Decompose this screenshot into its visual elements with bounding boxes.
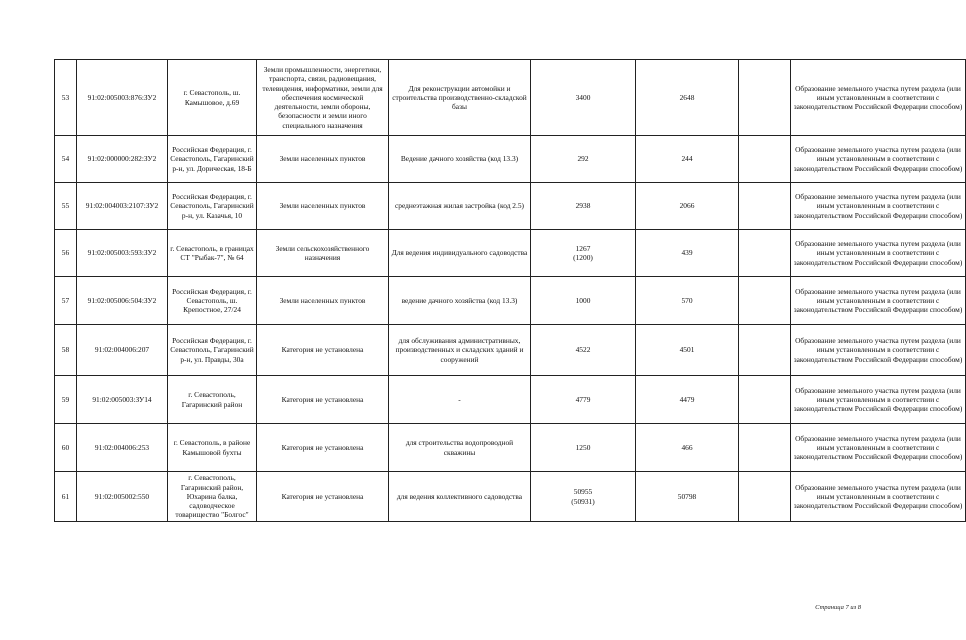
area-initial-cell: 1267 (1200) (531, 230, 636, 277)
page-number: Страница 7 из 8 (815, 604, 861, 611)
address-cell: г. Севастополь, в районе Камышовой бухты (168, 424, 257, 472)
area-result-cell: 244 (636, 136, 739, 183)
cadastral-number-cell: 91:02:005002:550 (77, 472, 168, 522)
cadastral-number-cell: 91:02:004006:207 (77, 325, 168, 376)
formation-method-cell: Образование земельного участка путем раздела (или иным установленным в соответствии с законодательством Российской Федерации способом) (791, 277, 966, 325)
address-cell: г. Севастополь, в границах СТ "Рыбак-7", № 64 (168, 230, 257, 277)
land-category-cell: Земли населенных пунктов (257, 183, 389, 230)
formation-method-cell: Образование земельного участка путем раздела (или иным установленным в соответствии с законодательством Российской Федерации способом) (791, 376, 966, 424)
empty-cell (739, 277, 791, 325)
cadastral-number-cell: 91:02:004006:253 (77, 424, 168, 472)
cadastral-number-cell: 91:02:000000:282:ЗУ2 (77, 136, 168, 183)
row-number-cell: 61 (55, 472, 77, 522)
area-initial-cell: 1000 (531, 277, 636, 325)
formation-method-cell: Образование земельного участка путем раздела (или иным установленным в соответствии с законодательством Российской Федерации способом) (791, 60, 966, 136)
area-initial-cell: 4522 (531, 325, 636, 376)
area-result-cell: 2648 (636, 60, 739, 136)
area-result-cell: 4501 (636, 325, 739, 376)
address-cell: г. Севастополь, Гагаринский район (168, 376, 257, 424)
formation-method-cell: Образование земельного участка путем раздела (или иным установленным в соответствии с законодательством Российской Федерации способом) (791, 230, 966, 277)
cadastral-number-cell: 91:02:005006:504:ЗУ2 (77, 277, 168, 325)
row-number-cell: 57 (55, 277, 77, 325)
table-row (55, 376, 966, 424)
permitted-use-cell: для строительства водопроводной скважины (389, 424, 531, 472)
area-result-cell: 466 (636, 424, 739, 472)
area-initial-cell: 4779 (531, 376, 636, 424)
table-row (55, 60, 966, 136)
row-number-cell: 55 (55, 183, 77, 230)
table-body (55, 60, 966, 522)
area-result-cell: 2066 (636, 183, 739, 230)
permitted-use-cell: Для реконструкции автомойки и строительства производственно-складской базы (389, 60, 531, 136)
area-initial-cell: 3400 (531, 60, 636, 136)
permitted-use-cell: - (389, 376, 531, 424)
permitted-use-cell: ведение дачного хозяйства (код 13.3) (389, 277, 531, 325)
table-row (55, 277, 966, 325)
cadastral-number-cell: 91:02:005003:593:ЗУ2 (77, 230, 168, 277)
empty-cell (739, 60, 791, 136)
formation-method-cell: Образование земельного участка путем раздела (или иным установленным в соответствии с законодательством Российской Федерации способом) (791, 472, 966, 522)
table-row (55, 183, 966, 230)
permitted-use-cell: Ведение дачного хозяйства (код 13.3) (389, 136, 531, 183)
formation-method-cell: Образование земельного участка путем раздела (или иным установленным в соответствии с законодательством Российской Федерации способом) (791, 183, 966, 230)
permitted-use-cell: для ведения коллективного садоводства (389, 472, 531, 522)
empty-cell (739, 183, 791, 230)
permitted-use-cell: Для ведения индивидуального садоводства (389, 230, 531, 277)
area-initial-cell: 292 (531, 136, 636, 183)
land-category-cell: Категория не установлена (257, 424, 389, 472)
land-category-cell: Земли населенных пунктов (257, 136, 389, 183)
row-number-cell: 56 (55, 230, 77, 277)
land-category-cell: Категория не установлена (257, 472, 389, 522)
area-result-cell: 50798 (636, 472, 739, 522)
area-result-cell: 439 (636, 230, 739, 277)
area-result-cell: 4479 (636, 376, 739, 424)
land-category-cell: Земли населенных пунктов (257, 277, 389, 325)
land-category-cell: Категория не установлена (257, 376, 389, 424)
permitted-use-cell: среднеэтажная жилая застройка (код 2.5) (389, 183, 531, 230)
area-result-cell: 570 (636, 277, 739, 325)
row-number-cell: 53 (55, 60, 77, 136)
land-category-cell: Категория не установлена (257, 325, 389, 376)
address-cell: Российская Федерация, г. Севастополь, Гагаринский р-н, ул. Казачья, 10 (168, 183, 257, 230)
cadastral-number-cell: 91:02:004003:2107:ЗУ2 (77, 183, 168, 230)
area-initial-cell: 1250 (531, 424, 636, 472)
formation-method-cell: Образование земельного участка путем раздела (или иным установленным в соответствии с законодательством Российской Федерации способом) (791, 424, 966, 472)
table-row (55, 472, 966, 522)
cadastral-number-cell: 91:02:005003:876:ЗУ2 (77, 60, 168, 136)
table-row (55, 325, 966, 376)
table-row (55, 230, 966, 277)
empty-cell (739, 376, 791, 424)
empty-cell (739, 472, 791, 522)
empty-cell (739, 424, 791, 472)
table-row (55, 424, 966, 472)
address-cell: г. Севастополь, ш. Камышовое, д.69 (168, 60, 257, 136)
row-number-cell: 60 (55, 424, 77, 472)
area-initial-cell: 50955 (50931) (531, 472, 636, 522)
formation-method-cell: Образование земельного участка путем раздела (или иным установленным в соответствии с законодательством Российской Федерации способом) (791, 136, 966, 183)
land-category-cell: Земли промышленности, энергетики, транспорта, связи, радиовещания, телевидения, информатики, земли для обеспечения космической деятельности, земли обороны, безопасности и земли иного специального назначения (257, 60, 389, 136)
cadastral-number-cell: 91:02:005003:ЗУ14 (77, 376, 168, 424)
empty-cell (739, 325, 791, 376)
empty-cell (739, 136, 791, 183)
area-initial-cell: 2938 (531, 183, 636, 230)
row-number-cell: 58 (55, 325, 77, 376)
address-cell: Российская Федерация, г. Севастополь, Гагаринский р-н, ул. Правды, 30а (168, 325, 257, 376)
permitted-use-cell: для обслуживания административных, производственных и складских зданий и сооружений (389, 325, 531, 376)
row-number-cell: 59 (55, 376, 77, 424)
land-plots-table (54, 59, 966, 522)
empty-cell (739, 230, 791, 277)
table-row (55, 136, 966, 183)
row-number-cell: 54 (55, 136, 77, 183)
formation-method-cell: Образование земельного участка путем раздела (или иным установленным в соответствии с законодательством Российской Федерации способом) (791, 325, 966, 376)
address-cell: г. Севастополь, Гагаринский район, Юхарина балка, садоводческое товарищество "Болгос" (168, 472, 257, 522)
land-category-cell: Земли сельскохозяйственного назначения (257, 230, 389, 277)
address-cell: Российская Федерация, г. Севастополь, ш. Крепостное, 27/24 (168, 277, 257, 325)
address-cell: Российская Федерация, г. Севастополь, Гагаринский р-н, ул. Дорическая, 18-Б (168, 136, 257, 183)
